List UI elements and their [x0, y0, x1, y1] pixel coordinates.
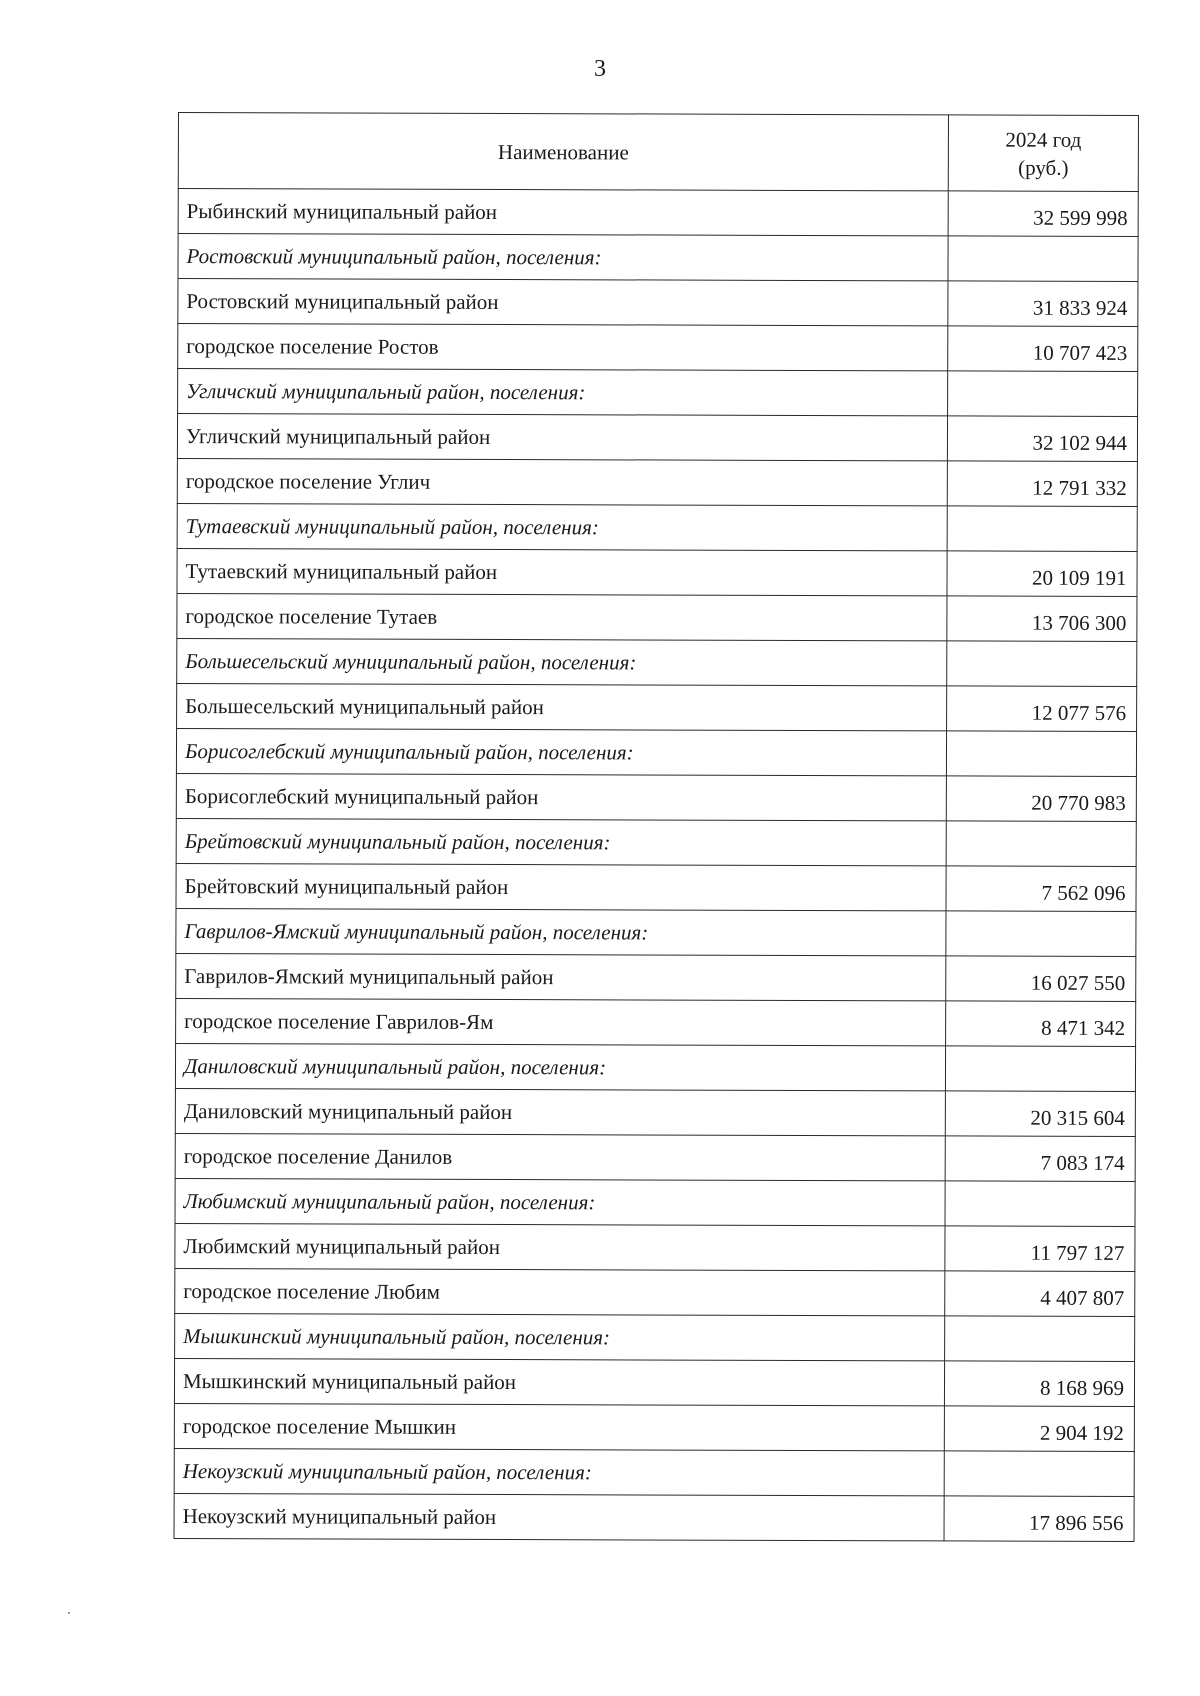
table-group-row: [175, 1313, 1135, 1361]
table-group-row: [177, 638, 1137, 686]
table-row: [175, 1088, 1135, 1136]
table-row: [175, 1268, 1135, 1316]
row-name: городское поселение Гаврилов-Ям: [176, 998, 946, 1045]
row-value: 16 027 550: [946, 956, 1136, 1002]
row-name: городское поселение Любим: [175, 1268, 945, 1315]
row-value: 12 791 332: [947, 461, 1137, 507]
table-row: [176, 998, 1136, 1046]
table-group-row: [176, 728, 1136, 776]
table-group-row: [178, 369, 1138, 417]
row-value: 32 599 998: [948, 191, 1138, 237]
row-name: городское поселение Мышкин: [174, 1403, 944, 1450]
table-row: [177, 414, 1137, 462]
row-name: Некоузский муниципальный район, поселения:: [174, 1448, 944, 1495]
header-value-unit: (руб.): [1018, 155, 1069, 180]
table-row: [178, 324, 1138, 372]
row-value: 8 471 342: [946, 1001, 1136, 1047]
table-row: [177, 683, 1137, 731]
table-row: [177, 593, 1137, 641]
row-name: Брейтовский муниципальный район: [176, 863, 946, 910]
budget-table-container: [178, 112, 1138, 1539]
row-name: Большесельский муниципальный район: [177, 683, 947, 730]
table-group-row: [176, 908, 1136, 956]
page-number: 3: [594, 56, 606, 82]
row-name: Брейтовский муниципальный район, поселения:: [176, 818, 946, 865]
row-name: городское поселение Данилов: [175, 1133, 945, 1180]
table-group-row: [177, 503, 1137, 551]
table-row: [176, 953, 1136, 1001]
table-row: [176, 773, 1136, 821]
table-row: [178, 279, 1138, 327]
table-group-row: [175, 1178, 1135, 1226]
row-name: Тутаевский муниципальный район, поселения:: [177, 503, 947, 550]
row-name: городское поселение Ростов: [178, 324, 948, 371]
row-value: [945, 1046, 1135, 1092]
row-value: [947, 506, 1137, 552]
row-value: 32 102 944: [947, 416, 1137, 462]
row-value: [946, 731, 1136, 777]
row-name: городское поселение Тутаев: [177, 593, 947, 640]
row-name: Даниловский муниципальный район: [175, 1088, 945, 1135]
row-value: [948, 371, 1138, 417]
row-value: [944, 1451, 1134, 1497]
table-header-row: [178, 113, 1138, 192]
row-name: Борисоглебский муниципальный район, поселения:: [176, 728, 946, 775]
row-name: Большесельский муниципальный район, поселения:: [177, 638, 947, 685]
row-value: 20 109 191: [947, 551, 1137, 597]
row-value: [947, 641, 1137, 687]
row-value: 17 896 556: [944, 1496, 1134, 1542]
table-group-row: [174, 1448, 1134, 1496]
row-name: Даниловский муниципальный район, поселения:: [175, 1043, 945, 1090]
row-value: 11 797 127: [945, 1226, 1135, 1272]
table-row: [177, 458, 1137, 506]
row-name: Тутаевский муниципальный район: [177, 548, 947, 595]
budget-table: [174, 112, 1139, 1542]
row-name: городское поселение Углич: [177, 458, 947, 505]
row-value: 7 562 096: [946, 866, 1136, 912]
row-value: 31 833 924: [948, 281, 1138, 327]
table-group-row: [176, 818, 1136, 866]
row-value: [948, 236, 1138, 282]
table-row: [177, 548, 1137, 596]
row-name: Мышкинский муниципальный район: [174, 1358, 944, 1405]
table-row: [178, 189, 1138, 237]
row-value: 7 083 174: [945, 1136, 1135, 1182]
table-row: [174, 1493, 1134, 1541]
row-value: [945, 1181, 1135, 1227]
row-value: 13 706 300: [947, 596, 1137, 642]
row-name: Угличский муниципальный район, поселения:: [178, 369, 948, 416]
row-name: Любимский муниципальный район, поселения:: [175, 1178, 945, 1225]
row-value: [946, 911, 1136, 957]
table-body: [174, 189, 1138, 1542]
row-value: [946, 821, 1136, 867]
table-row: [174, 1403, 1134, 1451]
row-name: Борисоглебский муниципальный район: [176, 773, 946, 820]
row-name: Мышкинский муниципальный район, поселения:: [175, 1313, 945, 1360]
header-name: Наименование: [178, 113, 948, 191]
row-name: Некоузский муниципальный район: [174, 1493, 944, 1540]
row-name: Гаврилов-Ямский муниципальный район: [176, 953, 946, 1000]
header-value: [948, 115, 1138, 192]
header-value-year: 2024 год: [1005, 127, 1082, 152]
table-row: [176, 863, 1136, 911]
row-value: 10 707 423: [948, 326, 1138, 372]
row-name: Любимский муниципальный район: [175, 1223, 945, 1270]
table-row: [175, 1133, 1135, 1181]
scan-speck: [68, 1612, 70, 1614]
row-name: Угличский муниципальный район: [177, 414, 947, 461]
row-name: Ростовский муниципальный район: [178, 279, 948, 326]
table-group-row: [175, 1043, 1135, 1091]
table-row: [174, 1358, 1134, 1406]
row-value: 4 407 807: [945, 1271, 1135, 1317]
row-value: 20 770 983: [946, 776, 1136, 822]
row-value: 8 168 969: [944, 1361, 1134, 1407]
row-name: Рыбинский муниципальный район: [178, 189, 948, 236]
row-value: [945, 1316, 1135, 1362]
row-value: 2 904 192: [944, 1406, 1134, 1452]
row-name: Гаврилов-Ямский муниципальный район, поселения:: [176, 908, 946, 955]
row-value: 12 077 576: [947, 686, 1137, 732]
row-name: Ростовский муниципальный район, поселения:: [178, 234, 948, 281]
table-row: [175, 1223, 1135, 1271]
row-value: 20 315 604: [945, 1091, 1135, 1137]
table-group-row: [178, 234, 1138, 282]
